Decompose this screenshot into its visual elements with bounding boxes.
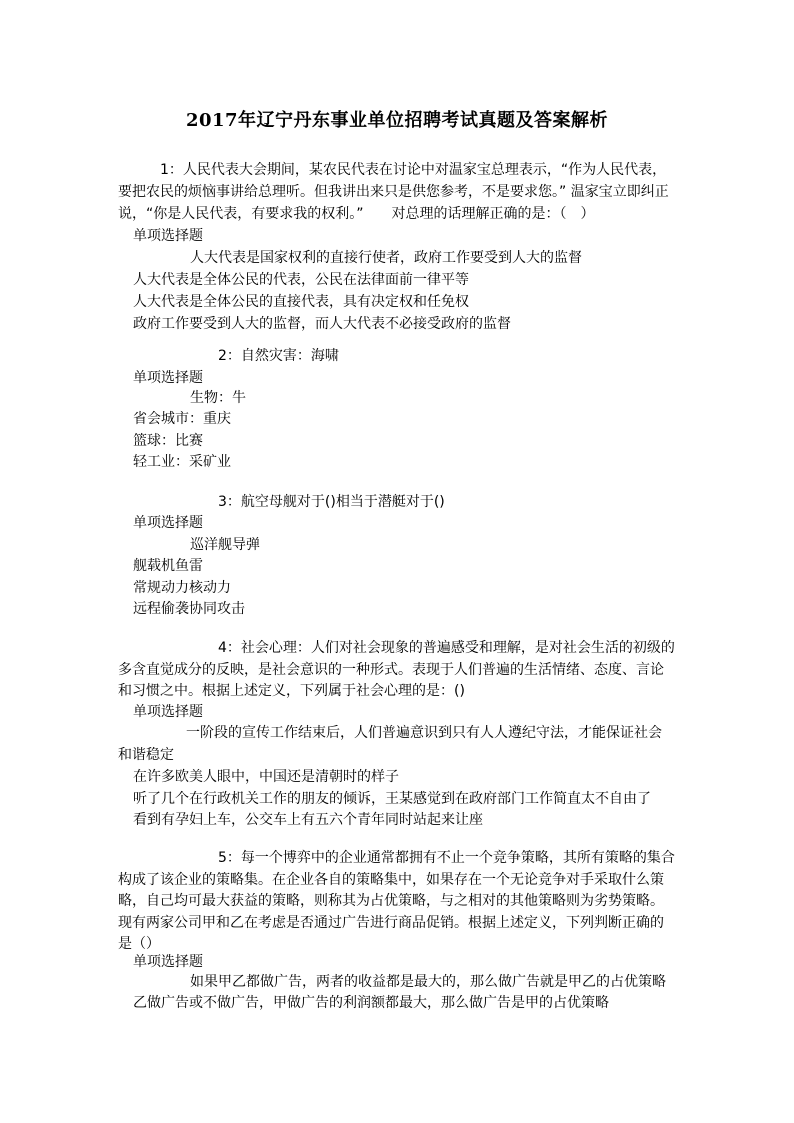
question-text: 3：航空母舰对于()相当于潜艇对于(): [218, 494, 445, 510]
option: 省会城市：重庆: [133, 411, 231, 427]
option: 生物：牛: [190, 390, 246, 406]
option: 听了几个在行政机关工作的朋友的倾诉，王某感觉到在政府部门工作简直太不自由了: [133, 791, 651, 807]
document-title: 2017年辽宁丹东事业单位招聘考试真题及答案解析: [185, 110, 609, 131]
question-type: 单项选择题: [133, 704, 203, 720]
question-text: 说，“你是人民代表，有要求我的权利。” 对总理的话理解正确的是：（ ）: [118, 206, 595, 222]
option: 篮球：比赛: [133, 433, 203, 449]
option: 一阶段的宣传工作结束后，人们普遍意识到只有人人遵纪守法，才能保证社会: [186, 725, 662, 741]
option: 常规动力核动力: [133, 580, 231, 596]
question-text: 和习惯之中。根据上述定义，下列属于社会心理的是：(): [118, 683, 465, 699]
option: 远程偷袭协同攻击: [133, 601, 245, 617]
option: 在许多欧美人眼中，中国还是清朝时的样子: [133, 769, 399, 785]
question-text: 1：人民代表大会期间，某农民代表在讨论中对温家宝总理表示，“作为人民代表，: [160, 162, 667, 178]
option: 人大代表是全体公民的直接代表，具有决定权和任免权: [133, 294, 469, 310]
option: 看到有孕妇上车，公交车上有五六个青年同时站起来让座: [133, 812, 483, 828]
option: 轻工业：采矿业: [133, 454, 231, 470]
question-type: 单项选择题: [133, 515, 203, 531]
question-text: 2：自然灾害：海啸: [218, 348, 339, 364]
question-type: 单项选择题: [133, 954, 203, 970]
option: 和谐稳定: [118, 747, 174, 763]
option: 人大代表是全体公民的代表，公民在法律面前一律平等: [133, 272, 469, 288]
question-text: 4：社会心理：人们对社会现象的普遍感受和理解，是对社会生活的初级的: [218, 640, 675, 656]
question-text: 构成了该企业的策略集。在企业各自的策略集中，如果存在一个无论竞争对手采取什么策: [118, 872, 664, 888]
option: 舰载机鱼雷: [133, 558, 203, 574]
question-type: 单项选择题: [133, 228, 203, 244]
option: 巡洋舰导弹: [190, 537, 260, 553]
option: 乙做广告或不做广告，甲做广告的利润额都最大，那么做广告是甲的占优策略: [133, 995, 609, 1011]
option: 政府工作要受到人大的监督，而人大代表不必接受政府的监督: [133, 316, 511, 332]
question-text: 5：每一个博弈中的企业通常都拥有不止一个竞争策略，其所有策略的集合: [218, 850, 675, 866]
question-text: 要把农民的烦恼事讲给总理听。但我讲出来只是供您参考，不是要求您。” 温家宝立即纠正: [118, 184, 669, 200]
question-text: 多含直觉成分的反映，是社会意识的一种形式。表现于人们普遍的生活情绪、态度、言论: [118, 662, 664, 678]
option: 人大代表是国家权利的直接行使者，政府工作要受到人大的监督: [190, 250, 582, 266]
option: 如果甲乙都做广告，两者的收益都是最大的，那么做广告就是甲乙的占优策略: [190, 974, 666, 990]
question-type: 单项选择题: [133, 370, 203, 386]
question-text: 略，自己均可最大获益的策略，则称其为占优策略，与之相对的其他策略则为劣势策略。: [118, 893, 664, 909]
question-text: 现有两家公司甲和乙在考虑是否通过广告进行商品促销。根据上述定义，下列判断正确的: [118, 915, 664, 931]
question-text: 是（）: [118, 936, 160, 952]
